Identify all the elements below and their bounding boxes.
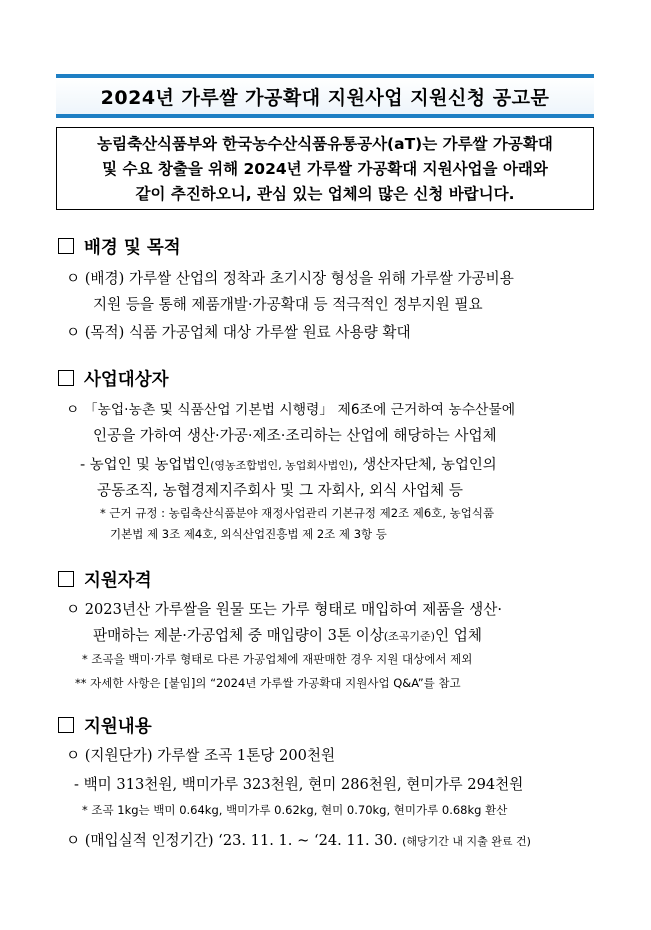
eligible-line-cont: 인공을 가하여 생산·가공·제조·조리하는 산업에 해당하는 사업체 (93, 427, 497, 444)
period-line: ㅇ (매입실적 인정기간) ‘23. 11. 1. ~ ‘24. 11. 30. (해당기간 내 지출 완료 건) (66, 832, 531, 849)
eligible-detail-cont: 공동조직, 농협경제지주회사 및 그 자회사, 외식 사업체 등 (97, 482, 463, 499)
qualification-line: ㅇ 2023년산 가루쌀을 원물 또는 가루 형태로 매입하여 제품을 생산· (66, 601, 502, 618)
section-heading-eligible: 사업대상자 (58, 366, 169, 391)
conversion-note: * 조곡 1kg는 백미 0.64kg, 백미가루 0.62kg, 현미 0.70kg, 현미가루 0.68kg 환산 (82, 803, 508, 817)
section-heading-background: 배경 및 목적 (58, 234, 181, 259)
page-title: 2024년 가루쌀 가공확대 지원사업 지원신청 공고문 (100, 86, 550, 109)
eligible-detail: - 농업인 및 농업법인(영농조합법인, 농업회사법인), 생산자단체, 농업인의 (80, 457, 497, 473)
qualification-line-cont: 판매하는 제분·가공업체 중 매입량이 3톤 이상(조곡기준)인 업체 (93, 627, 482, 644)
unit-price-line: ㅇ (지원단가) 가루쌀 조곡 1톤당 200천원 (66, 747, 336, 764)
background-line-cont: 지원 등을 통해 제품개발·가공확대 등 적극적인 정부지원 필요 (93, 296, 483, 313)
intro-box (56, 127, 594, 210)
square-bullet-icon (58, 238, 74, 254)
square-bullet-icon (58, 370, 74, 386)
basis-note-cont: 기본법 제 3조 제4호, 외식산업진흥법 제 2조 제 3항 등 (110, 527, 387, 541)
square-bullet-icon (58, 717, 74, 733)
intro-line: 농림축산식품부와 한국농수산식품유통공사(aT)는 가루쌀 가공확대 (97, 135, 553, 153)
qualification-note: * 조곡을 백미·가루 형태로 다른 가공업체에 재판매한 경우 지원 대상에서 제외 (82, 652, 473, 666)
title-banner (56, 74, 594, 118)
section-heading-support: 지원내용 (58, 713, 152, 738)
purpose-line: ㅇ (목적) 식품 가공업체 대상 가루쌀 원료 사용량 확대 (66, 324, 411, 341)
section-heading-qualification: 지원자격 (58, 567, 152, 592)
background-line: ㅇ (배경) 가루쌀 산업의 정착과 초기시장 형성을 위해 가루쌀 가공비용 (66, 270, 514, 287)
eligible-line: ㅇ 「농업·농촌 및 식품산업 기본법 시행령」 제6조에 근거하여 농수산물에 (66, 402, 516, 418)
intro-line: 및 수요 창출을 위해 2024년 가루쌀 가공확대 지원사업을 아래와 (102, 160, 548, 178)
basis-note: * 근거 규정 : 농림축산식품분야 재정사업관리 기본규정 제2조 제6호, 농업식품 (100, 506, 495, 520)
intro-line: 같이 추진하오니, 관심 있는 업체의 많은 신청 바랍니다. (135, 185, 515, 203)
square-bullet-icon (58, 571, 74, 587)
qualification-note-2: ** 자세한 사항은 [붙임]의 “2024년 가루쌀 가공확대 지원사업 Q&A”를 참고 (75, 676, 461, 690)
unit-price-detail: - 백미 313천원, 백미가루 323천원, 현미 286천원, 현미가루 294천원 (74, 776, 524, 793)
